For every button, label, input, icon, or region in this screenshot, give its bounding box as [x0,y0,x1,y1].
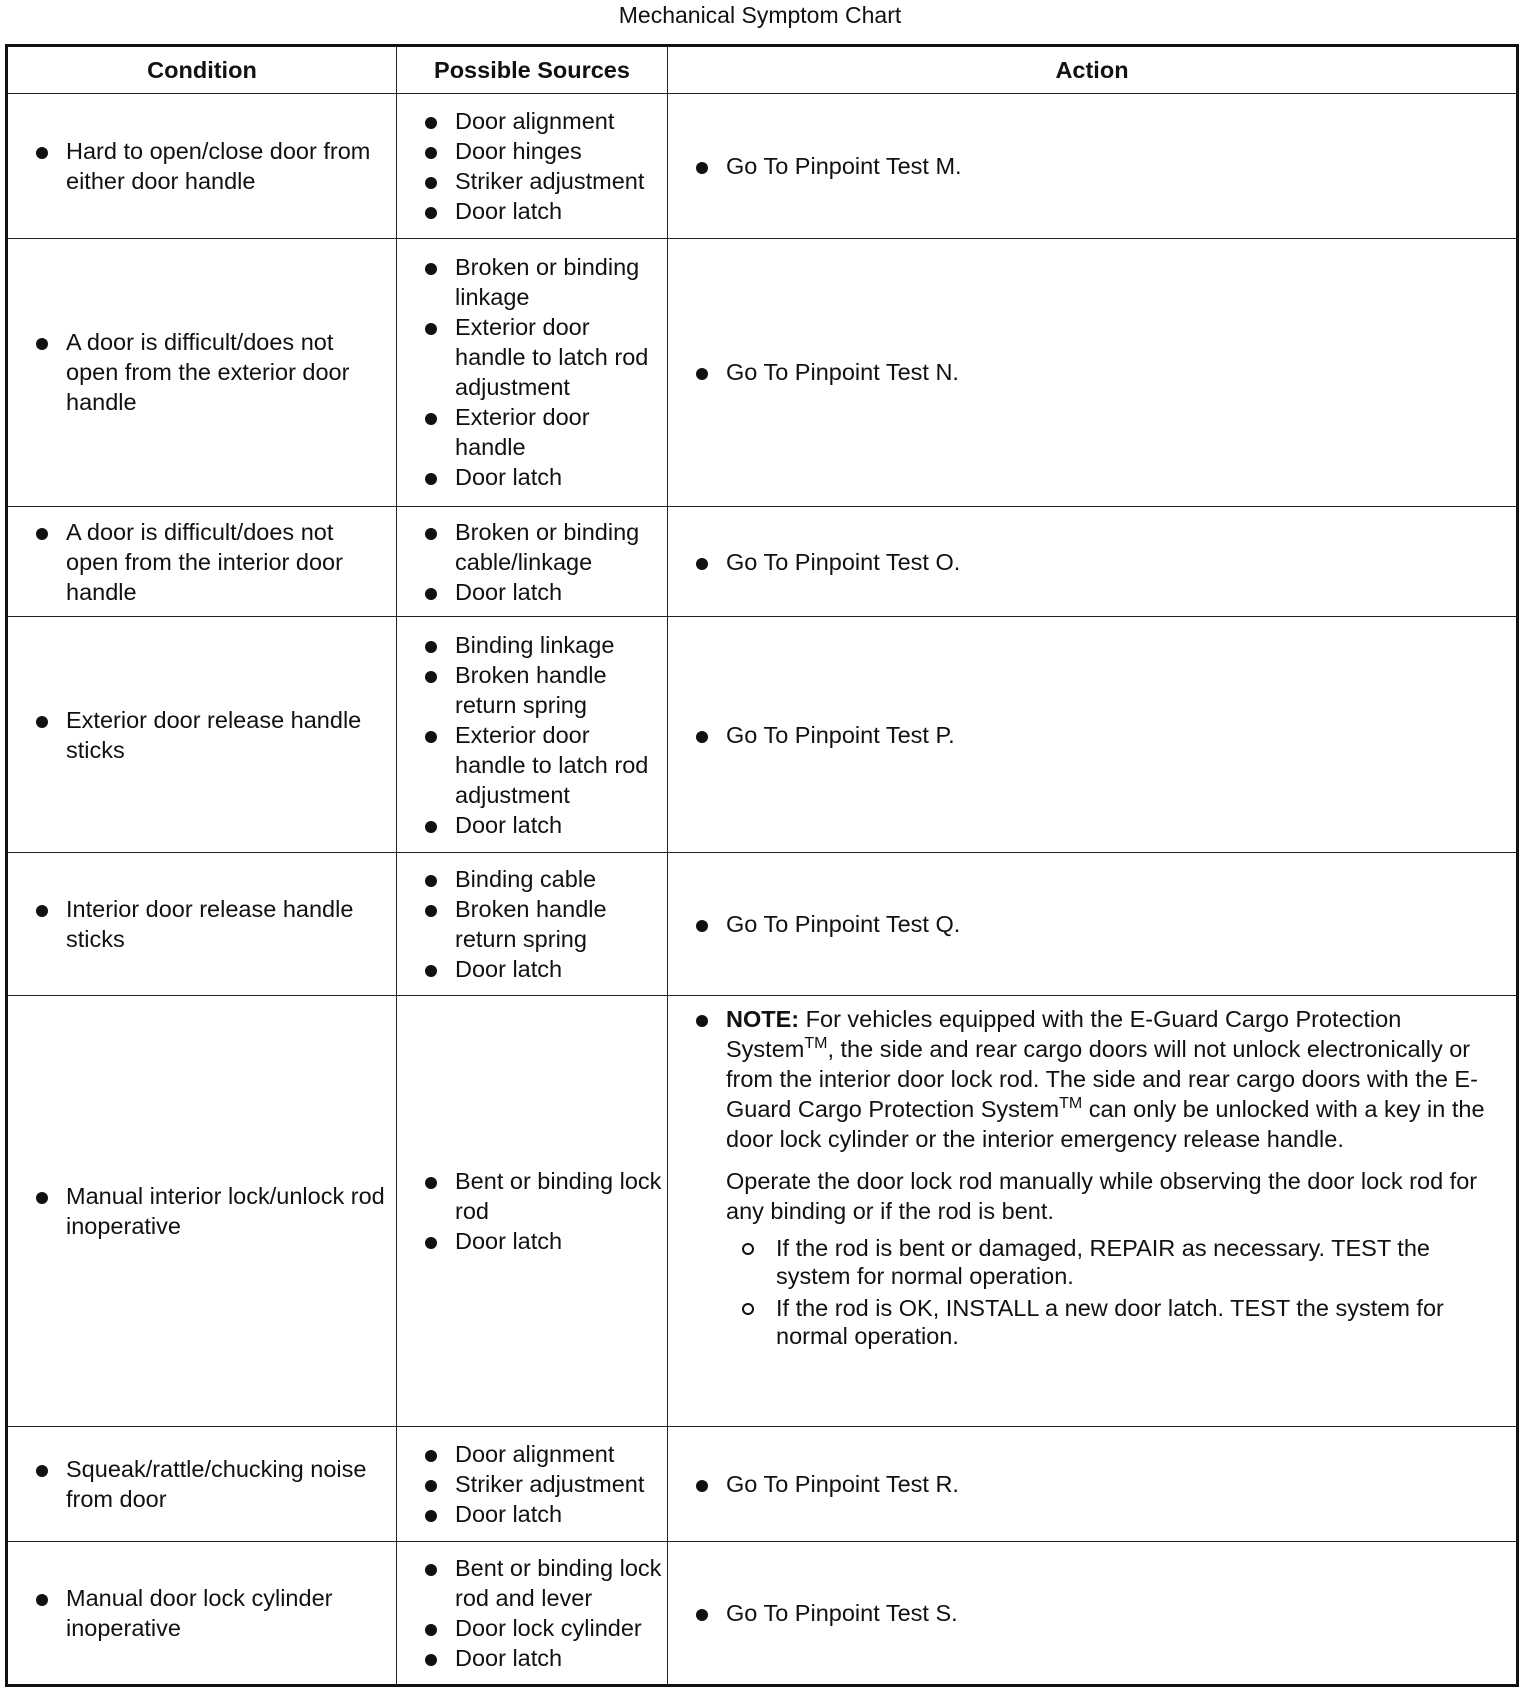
sources-cell [397,94,668,239]
sources-cell [397,617,668,853]
action-cell [668,853,1518,995]
condition-cell [7,239,397,506]
table-row [7,853,1518,995]
condition-text: Manual door lock cylinder inoperative [8,1583,396,1643]
instruction-paragraph: Operate the door lock rod manually while observing the door lock rod for any binding or if the rod is bent. [726,1167,1478,1224]
sub-step-item: If the rod is OK, INSTALL a new door latch. TEST the system for normal operation. [668,1294,1516,1350]
condition-cell [7,1541,397,1685]
condition-text: Squeak/rattle/chucking noise from door [8,1454,396,1514]
action-text: Go To Pinpoint Test M. [668,151,1516,181]
note-text-1: For vehicles equipped with the E-Guard Cargo Protection System [726,1005,1402,1062]
note-text-3: can only be unlocked with a key in the door lock cylinder or the interior emergency release handle. [726,1095,1485,1152]
source-item: Door latch [397,1226,667,1256]
sources-cell [397,995,668,1427]
source-item: Door latch [397,577,667,607]
action-text: Go To Pinpoint Test Q. [668,909,1516,939]
condition-cell [7,94,397,239]
source-item: Door latch [397,810,667,840]
note-paragraph [668,1004,1516,1154]
source-item: Door latch [397,462,667,492]
action-text: Go To Pinpoint Test O. [668,547,1516,577]
source-item: Door lock cylinder [397,1613,667,1643]
header-action: Action [668,46,1518,94]
trademark-symbol: TM [1059,1094,1083,1112]
source-item: Door latch [397,954,667,984]
source-item: Door alignment [397,1439,667,1469]
sources-cell [397,1541,668,1685]
source-item: Broken or binding cable/linkage [397,517,667,577]
table-row [7,1427,1518,1541]
condition-text: Interior door release handle sticks [8,894,396,954]
action-text: Go To Pinpoint Test N. [668,357,1516,387]
table-row [7,239,1518,506]
source-item: Bent or binding lock rod and lever [397,1553,667,1613]
condition-text: A door is difficult/does not open from the interior door handle [8,517,396,607]
action-cell [668,94,1518,239]
source-item: Door alignment [397,106,667,136]
source-item: Exterior door handle to latch rod adjustment [397,720,667,810]
sources-cell [397,1427,668,1541]
source-item: Door hinges [397,136,667,166]
action-text: Go To Pinpoint Test S. [668,1598,1516,1628]
condition-text: A door is difficult/does not open from the exterior door handle [8,327,396,417]
source-item: Binding cable [397,864,667,894]
action-cell [668,617,1518,853]
source-item: Striker adjustment [397,1469,667,1499]
condition-cell [7,506,397,617]
sources-cell [397,853,668,995]
note-label: NOTE: [726,1005,800,1032]
source-item: Broken handle return spring [397,660,667,720]
source-item: Bent or binding lock rod [397,1166,667,1226]
symptom-chart-table [5,44,1519,1687]
action-text: Go To Pinpoint Test R. [668,1469,1516,1499]
action-cell [668,1541,1518,1685]
table-row [7,94,1518,239]
source-item: Broken or binding linkage [397,252,667,312]
table-row [7,506,1518,617]
condition-cell [7,617,397,853]
action-cell [668,995,1518,1427]
action-cell [668,239,1518,506]
action-cell [668,1427,1518,1541]
source-item: Exterior door handle [397,402,667,462]
table-row [7,995,1518,1427]
source-item: Door latch [397,196,667,226]
condition-cell [7,995,397,1427]
condition-text: Manual interior lock/unlock rod inoperative [8,1181,396,1241]
header-condition: Condition [7,46,397,94]
action-cell [668,506,1518,617]
trademark-symbol: TM [804,1034,828,1052]
table-row [7,617,1518,853]
sources-cell [397,239,668,506]
header-row [7,46,1518,94]
source-item: Door latch [397,1499,667,1529]
source-item: Door latch [397,1643,667,1673]
condition-text: Exterior door release handle sticks [8,705,396,765]
sub-step-item: If the rod is bent or damaged, REPAIR as necessary. TEST the system for normal operation. [668,1234,1516,1290]
table-row [7,1541,1518,1685]
source-item: Binding linkage [397,630,667,660]
page-title: Mechanical Symptom Chart [618,2,902,28]
note-text-2: , the side and rear cargo doors will not unlock electronically or from the interior door lock rod. The side and rear cargo doors with the E-Guard Cargo Protection System [726,1035,1478,1122]
condition-cell [7,853,397,995]
action-text: Go To Pinpoint Test P. [668,720,1516,750]
condition-cell [7,1427,397,1541]
header-possible-sources: Possible Sources [397,46,668,94]
source-item: Striker adjustment [397,166,667,196]
source-item: Exterior door handle to latch rod adjustment [397,312,667,402]
condition-text: Hard to open/close door from either door handle [8,136,396,196]
sources-cell [397,506,668,617]
source-item: Broken handle return spring [397,894,667,954]
